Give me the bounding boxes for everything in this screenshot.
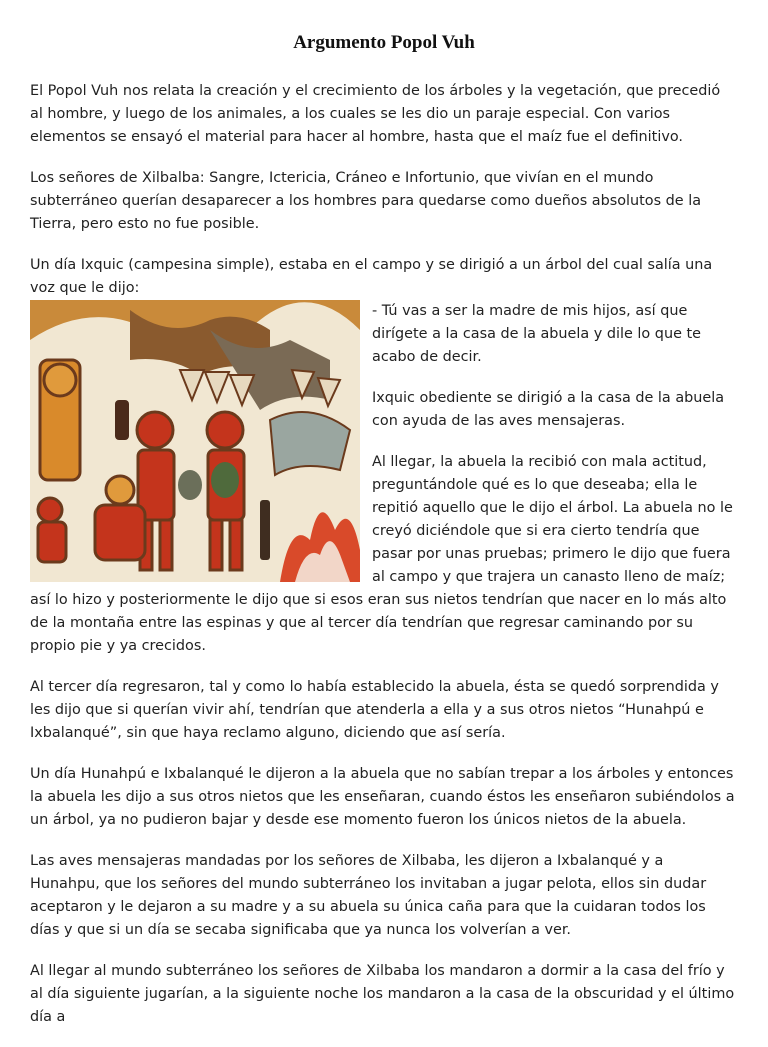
mayan-mural-illustration bbox=[30, 300, 360, 582]
paragraph-climbing-trees: Un día Hunahpú e Ixbalanqué le dijeron a la abuela que no sabían trepar a los árboles y entonces la abuela les dijo a sus otros nietos que les enseñaran, cuando éstos les enseñaron subiéndolos a un árbol, ya no pudieron bajar y desde ese momento fueron los únicos nietos de la abuela. bbox=[30, 766, 735, 828]
paragraph-return: Al tercer día regresaron, tal y como lo había establecido la abuela, ésta se quedó sorprendida y les dijo que si querían vivir ahí, tendrían que atenderla a ella y a sus otros nietos “Hunahpú e Ixbalanqué”, sin que haya reclamo alguno, diciendo que así sería. bbox=[30, 679, 719, 741]
paragraph-underworld: Al llegar al mundo subterráneo los señores de Xilbaba los mandaron a dormir a la casa del frío y al día siguiente jugarían, a la siguiente noche los mandaron a la casa de la obscuridad y el último día a bbox=[30, 963, 735, 1025]
document-body bbox=[30, 80, 735, 1047]
mayan-mural-image bbox=[30, 300, 360, 582]
paragraph-xilbalba-lords: Los señores de Xilbalba: Sangre, Ictericia, Cráneo e Infortunio, que vivían en el mundo subterráneo querían desaparecer a los hombres para quedarse como dueños absolutos de la Tierra, pero esto no fue posible. bbox=[30, 170, 702, 232]
paragraph-ixquic-text: Un día Ixquic (campesina simple), estaba en el campo y se dirigió a un árbol del cual salía una voz que le dijo: bbox=[30, 257, 713, 296]
paragraph-creation: El Popol Vuh nos relata la creación y el crecimiento de los árboles y la vegetación, que precedió al hombre, y luego de los animales, a los cuales se les dio un paraje especial. Con varios elementos se ensayó el material para hacer al hombre, hasta que el maíz fue el definitivo. bbox=[30, 83, 721, 145]
paragraph-tree-voice: - Tú vas a ser la madre de mis hijos, así que dirígete a la casa de la abuela y dile lo que te acabo de decir. bbox=[372, 303, 701, 365]
paragraph-ball-game-invite: Las aves mensajeras mandadas por los señores de Xilbaba, les dijeron a Ixbalanqué y a Hunahpu, que los señores del mundo subterráneo los invitaban a jugar pelota, ellos sin dudar aceptaron y le dejaron a su madre y a su abuela su única caña para que la cuidaran todos los días y que si un día se secaba significaba que ya nunca los volverían a ver. bbox=[30, 853, 707, 938]
paragraph-ixquic-obeys: Ixquic obediente se dirigió a la casa de la abuela con ayuda de las aves mensajeras. bbox=[372, 390, 725, 429]
paragraph-ixquic-intro bbox=[30, 254, 735, 300]
document-title: Argumento Popol Vuh bbox=[293, 32, 475, 53]
paragraph-grandmother-tests: Al llegar, la abuela la recibió con mala actitud, preguntándole qué es lo que deseaba; ella le repitió aquello que le dijo el árbol. La abuela no le creyó diciéndole que si era cierto tendría que pasar por unas pruebas; primero le dijo que fuera al campo y que trajera un canasto lleno de maíz; así lo hizo y posteriormente le dijo que si esos eran sus nietos tendrían que nacer en lo más alto de la montaña entre las espinas y que al tercer día tendrían que regresar caminando por su propio pie y ya crecidos. bbox=[30, 454, 733, 654]
